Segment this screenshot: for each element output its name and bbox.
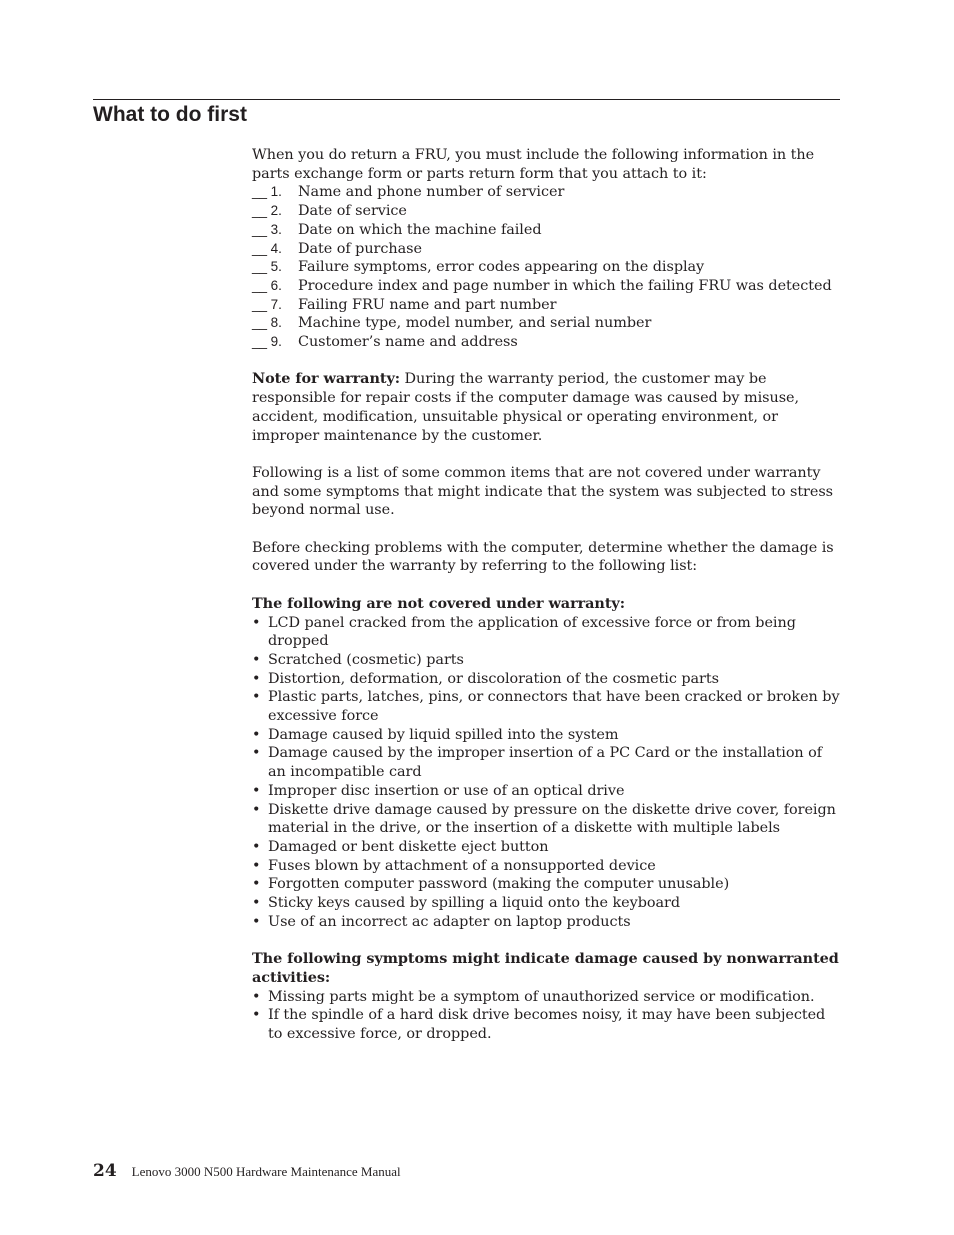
spacer bbox=[252, 445, 842, 464]
not-covered-list bbox=[252, 614, 842, 932]
list-item bbox=[252, 782, 842, 801]
list-item-text: Damage caused by liquid spilled into the system bbox=[268, 726, 619, 743]
bullet-icon: • bbox=[252, 670, 261, 687]
list-item-text: Damage caused by the improper insertion of a PC Card or the installation of an incompatible card bbox=[268, 745, 823, 781]
list-item bbox=[252, 838, 842, 857]
list-item bbox=[252, 875, 842, 894]
before-checking-paragraph: Before checking problems with the computer, determine whether the damage is covered under the warranty by referring to the following list: bbox=[252, 539, 834, 575]
warranty-note-label: Note for warranty: bbox=[252, 370, 401, 388]
not-covered-heading bbox=[252, 595, 842, 614]
checklist-item bbox=[252, 221, 842, 240]
list-item-text: Missing parts might be a symptom of unauthorized service or modification. bbox=[268, 988, 815, 1005]
bullet-icon: • bbox=[252, 651, 261, 668]
symptoms-heading-text: The following symptoms might indicate damage caused by nonwarranted activities: bbox=[252, 950, 839, 986]
checklist-text: Date of service bbox=[298, 203, 407, 220]
list-item-text: Damaged or bent diskette eject button bbox=[268, 838, 549, 855]
checklist-item bbox=[252, 258, 842, 277]
list-item bbox=[252, 1006, 842, 1043]
list-item-text: Distortion, deformation, or discoloration of the cosmetic parts bbox=[268, 670, 719, 687]
bullet-icon: • bbox=[252, 838, 261, 855]
list-item bbox=[252, 857, 842, 876]
list-item-text: LCD panel cracked from the application of excessive force or from being dropped bbox=[268, 614, 796, 650]
checklist-item bbox=[252, 333, 842, 352]
bullet-icon: • bbox=[252, 745, 261, 762]
list-item-text: Forgotten computer password (making the computer unusable) bbox=[268, 876, 730, 893]
warranty-note bbox=[252, 370, 842, 445]
bullet-icon: • bbox=[252, 913, 261, 930]
symptoms-heading bbox=[252, 950, 842, 987]
list-item bbox=[252, 670, 842, 689]
page-title: What to do first bbox=[93, 103, 247, 126]
checklist-item bbox=[252, 314, 842, 333]
intro-paragraph: When you do return a FRU, you must include the following information in the parts exchange form or parts return form that you attach to it: bbox=[252, 147, 815, 182]
checklist-number: __ 9. bbox=[252, 334, 282, 350]
list-item-text: If the spindle of a hard disk drive becomes noisy, it may have been subjected to excessive force, or dropped. bbox=[268, 1007, 826, 1042]
checklist-number: __ 3. bbox=[252, 221, 282, 237]
bullet-icon: • bbox=[252, 876, 261, 893]
list-item bbox=[252, 894, 842, 913]
checklist-text: Failure symptoms, error codes appearing on the display bbox=[298, 259, 705, 276]
not-covered-heading-text: The following are not covered under warranty: bbox=[252, 594, 625, 612]
page-number: 24 bbox=[93, 1161, 117, 1181]
fru-return-checklist bbox=[252, 183, 842, 351]
list-item bbox=[252, 651, 842, 670]
bullet-icon: • bbox=[252, 726, 261, 743]
bullet-icon: • bbox=[252, 801, 261, 818]
manual-title: Lenovo 3000 N500 Hardware Maintenance Manual bbox=[131, 1164, 401, 1179]
list-item-text: Sticky keys caused by spilling a liquid onto the keyboard bbox=[268, 895, 681, 912]
checklist-number: __ 1. bbox=[252, 184, 282, 200]
page-body bbox=[252, 146, 842, 1044]
bullet-icon: • bbox=[252, 857, 261, 874]
bullet-icon: • bbox=[252, 614, 261, 631]
checklist-text: Machine type, model number, and serial number bbox=[298, 315, 652, 332]
bullet-icon: • bbox=[252, 782, 261, 799]
checklist-text: Date of purchase bbox=[298, 240, 422, 257]
checklist-number: __ 5. bbox=[252, 259, 282, 275]
list-item-text: Fuses blown by attachment of a nonsupported device bbox=[268, 857, 656, 874]
list-item bbox=[252, 688, 842, 725]
bullet-icon: • bbox=[252, 1007, 261, 1024]
symptoms-list bbox=[252, 988, 842, 1044]
spacer bbox=[252, 352, 842, 371]
checklist-text: Procedure index and page number in which the failing FRU was detected bbox=[298, 277, 832, 294]
checklist-text: Customer’s name and address bbox=[298, 334, 518, 351]
list-item bbox=[252, 614, 842, 651]
list-item-text: Diskette drive damage caused by pressure on the diskette drive cover, foreign material in the drive, or the insertion of a diskette with multiple labels bbox=[268, 801, 836, 837]
list-item-text: Scratched (cosmetic) parts bbox=[268, 651, 464, 668]
spacer bbox=[252, 576, 842, 595]
list-item-text: Use of an incorrect ac adapter on laptop products bbox=[268, 913, 631, 930]
checklist-item bbox=[252, 183, 842, 202]
checklist-number: __ 8. bbox=[252, 315, 282, 331]
list-item bbox=[252, 744, 842, 781]
checklist-text: Failing FRU name and part number bbox=[298, 296, 557, 313]
checklist-number: __ 6. bbox=[252, 277, 282, 293]
list-item-text: Improper disc insertion or use of an optical drive bbox=[268, 782, 625, 799]
list-item bbox=[252, 913, 842, 932]
checklist-text: Name and phone number of servicer bbox=[298, 184, 565, 201]
following-paragraph: Following is a list of some common items that are not covered under warranty and some symptoms that might indicate that the system was subjected to stress beyond normal use. bbox=[252, 464, 834, 519]
list-item-text: Plastic parts, latches, pins, or connectors that have been cracked or broken by excessive force bbox=[268, 689, 840, 725]
checklist-number: __ 2. bbox=[252, 203, 282, 219]
checklist-number: __ 4. bbox=[252, 240, 282, 256]
checklist-item bbox=[252, 296, 842, 315]
page-footer bbox=[93, 1161, 401, 1182]
bullet-icon: • bbox=[252, 895, 261, 912]
spacer bbox=[252, 931, 842, 950]
spacer bbox=[252, 520, 842, 539]
checklist-text: Date on which the machine failed bbox=[298, 221, 542, 238]
checklist-number: __ 7. bbox=[252, 296, 282, 312]
bullet-icon: • bbox=[252, 689, 261, 706]
list-item bbox=[252, 988, 842, 1007]
heading-rule bbox=[93, 99, 840, 100]
checklist-item bbox=[252, 240, 842, 259]
checklist-item bbox=[252, 277, 842, 296]
list-item bbox=[252, 726, 842, 745]
warranty-note-text: During the warranty period, the customer may be responsible for repair costs if the computer damage was caused by misuse, accident, modification, unsuitable physical or operating environment, or improper maintenance by the customer. bbox=[252, 371, 800, 444]
list-item bbox=[252, 801, 842, 838]
bullet-icon: • bbox=[252, 988, 261, 1005]
checklist-item bbox=[252, 202, 842, 221]
